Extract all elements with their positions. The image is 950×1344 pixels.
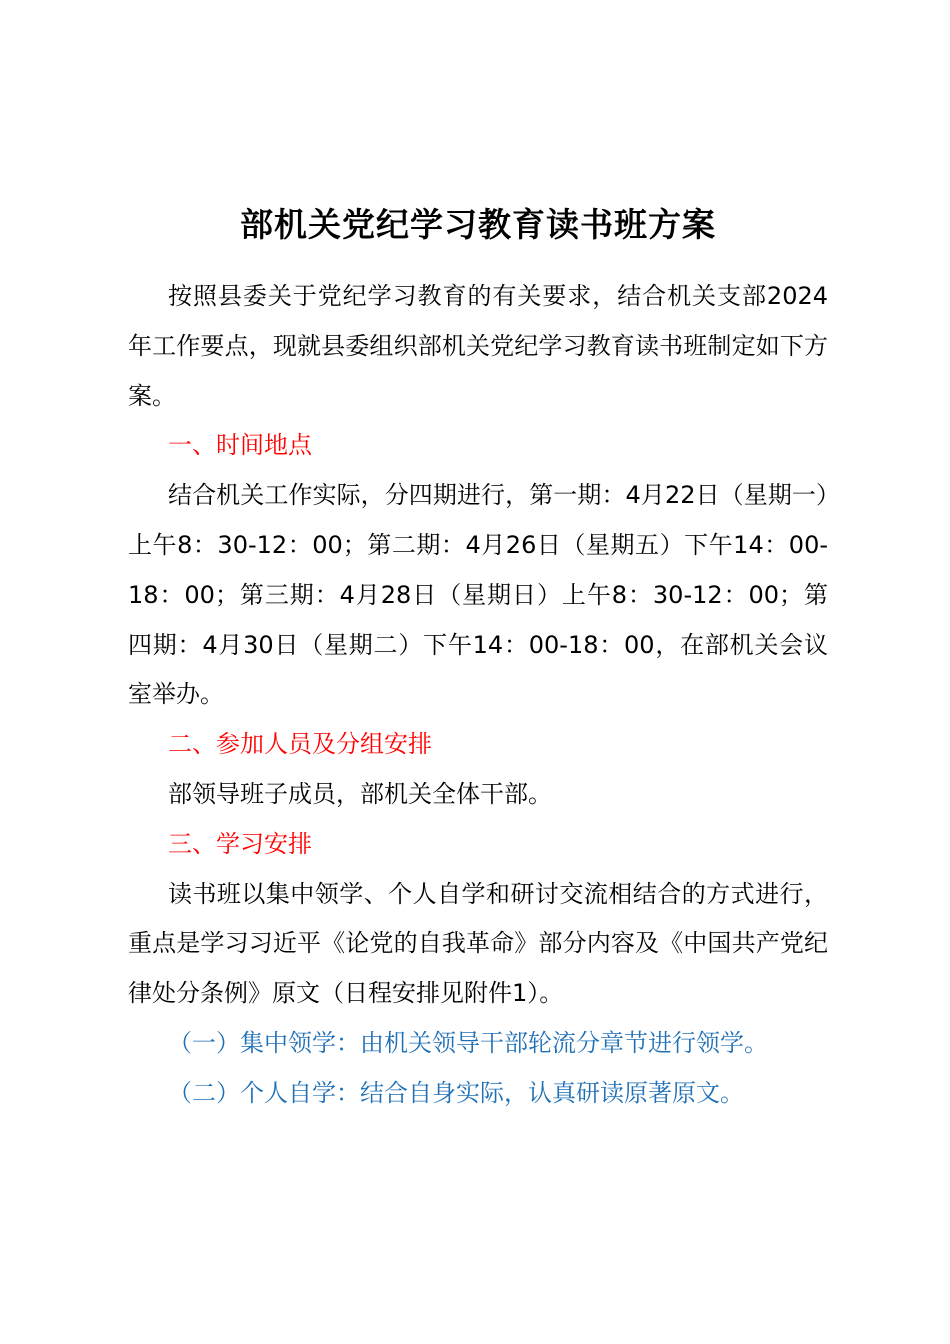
section-heading-participants: 二、参加人员及分组安排 — [168, 730, 432, 759]
section-body-study-arrangement: 读书班以集中领学、个人自学和研讨交流相结合的方式进行，重点是学习习近平《论党的自我革命》部分内容及《中国共产党纪律处分条例》原文（日程安排见附件1）。 — [128, 879, 828, 1008]
subsection-centralized-study: （一）集中领学：由机关领导干部轮流分章节进行领学。 — [168, 1028, 768, 1057]
section-body-time-place: 结合机关工作实际，分四期进行，第一期：4月22日（星期一）上午8：30-12：00；第二期：4月26日（星期五）下午14：00-18：00；第三期：4月28日（星期日）上午8：30-12：00；第四期：4月30日（星期二）下午14：00-18：00，在部机关会议室举办。 — [128, 481, 828, 709]
intro-paragraph: 按照县委关于党纪学习教育的有关要求，结合机关支部2024年工作要点，现就县委组织部机关党纪学习教育读书班制定如下方案。 — [128, 282, 828, 410]
document-content — [128, 200, 828, 1119]
document-title: 部机关党纪学习教育读书班方案 — [240, 205, 716, 244]
section-heading-study-arrangement: 三、学习安排 — [168, 829, 312, 858]
section-heading-time-place: 一、时间地点 — [168, 431, 312, 460]
section-body-participants: 部领导班子成员，部机关全体干部。 — [168, 779, 552, 808]
subsection-self-study: （二）个人自学：结合自身实际，认真研读原著原文。 — [168, 1078, 744, 1107]
